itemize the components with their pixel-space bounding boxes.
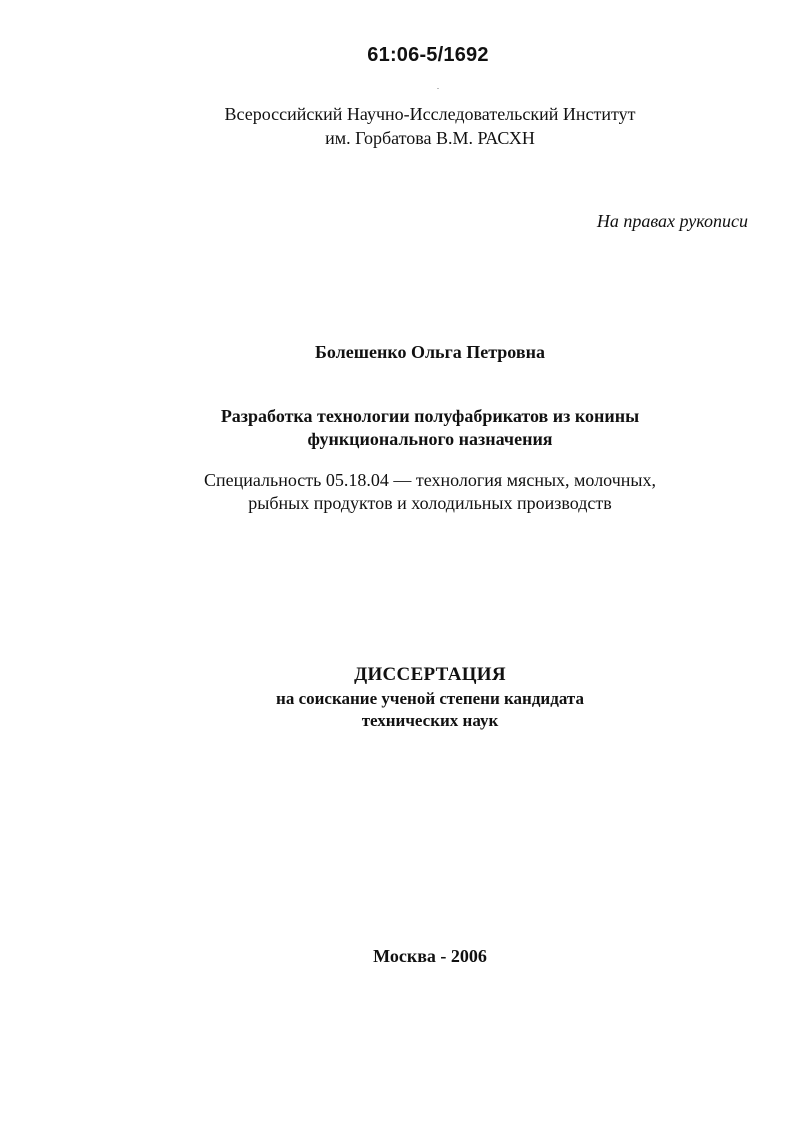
degree-line-2: технических наук	[361, 711, 499, 730]
institute-name-line-2: им. Горбатова В.М. РАСХН	[325, 128, 535, 148]
institute-name-line-1: Всероссийский Научно-Исследовательский Институт	[224, 104, 636, 124]
place-and-year: Москва - 2006	[373, 946, 487, 966]
catalog-number: 61:06-5/1692	[367, 44, 489, 66]
degree-line-1: на соискание ученой степени кандидата	[276, 689, 584, 708]
dissertation-title-line-1: Разработка технологии полуфабрикатов из конины	[220, 406, 640, 426]
manuscript-rights-note: На правах рукописи	[596, 211, 748, 231]
dissertation-title-line-2: функционального назначения	[307, 429, 553, 449]
specialty-line-1: Специальность 05.18.04 — технология мясных, молочных,	[203, 470, 656, 490]
document-type-heading: ДИССЕРТАЦИЯ	[354, 664, 506, 685]
scan-speck	[437, 88, 439, 89]
author-name: Болешенко Ольга Петровна	[315, 342, 545, 362]
specialty-line-2: рыбных продуктов и холодильных производств	[248, 493, 612, 513]
